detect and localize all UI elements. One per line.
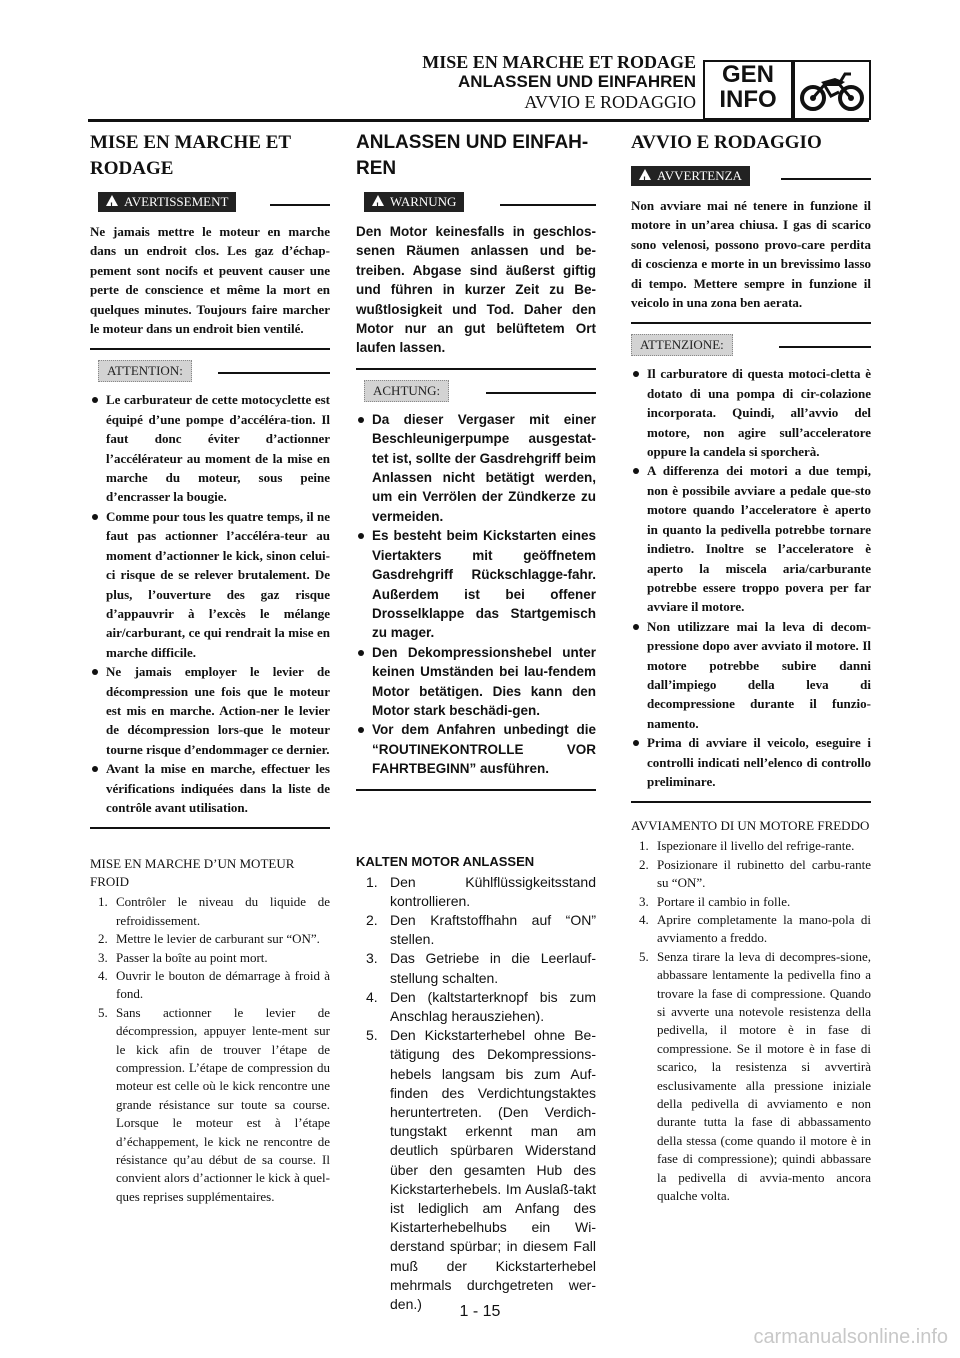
warning-text: Non avviare mai né tenere in funzione il motore in un’area chiusa. I gas di scarico sono velenosi, possono provo-care perdita di coscienza e morte in un brevissimo lasso di tempo. Mettere sempre in funzione il veicolo in una zona ben aerata. xyxy=(631,196,871,324)
step-item xyxy=(356,911,596,949)
badge-line-2: INFO xyxy=(719,86,777,113)
cold-start-heading: AVVIAMENTO DI UN MOTORE FREDDO xyxy=(631,818,870,834)
caution-list xyxy=(356,410,596,791)
caution-item: Avant la mise en marche, effectuer les vérifications indiquées dans la liste de contrôle avant utilisation. xyxy=(90,759,330,817)
label-rule xyxy=(486,392,596,394)
cold-start-steps xyxy=(90,893,330,1206)
warning-label: ! WARNUNG xyxy=(364,192,464,212)
step-text: Ouvrir le bouton de démarrage à froid à fond. xyxy=(116,968,330,1002)
step-number: 3. xyxy=(639,893,649,909)
warning-label: ! AVVERTENZA xyxy=(631,166,750,186)
warning-label-row xyxy=(631,166,871,188)
column-italian xyxy=(631,130,871,1206)
step-item xyxy=(90,967,330,1004)
step-text: Den Kraftstoffhahn auf “ON” stellen. xyxy=(390,911,596,948)
caution-item: Es besteht beim Kickstarten eines Viertakters mit geöffnetem Gasdrehgriff Rückschlagge-fahr. Außerdem ist bei offener Drosselklappe das Startgemisch zu mager. xyxy=(356,526,596,642)
step-text: Den Kickstarterhebel ohne Be-tätigung des Dekompressions-hebels langsam bis zum Auf-finden des Verdichtungstaktes heruntertreten. (Den Verdich-tungstakt erkennt man am deutlich spürbaren Widerstand über den gesamten Hub des Kickstarterhebels. Im Auslaß-takt ist lediglich am Anfang des Kistarterhebelhubs ein Wi-derstand spürbar; in diesem Fall muß der Kickstarterhebel mehrmals durchgetreten wer-den.) xyxy=(390,1027,596,1313)
step-text: Sans actionner le levier de décompression, appuyer lente-ment sur le kick afin de trouver l’étape de compression. L’étape de compression du moteur est celle où le kick rencontre une grande résistance sur toute sa course. Lorsque le moteur est à l’étape d’échappement, le kick ne rencontre de résistance qu’au début de sa course. Il convient alors d’actionner le kick à quel-ques reprises supplémentaires. xyxy=(116,1004,330,1204)
page-header-titles xyxy=(422,52,696,112)
step-number: 4. xyxy=(98,968,108,983)
attention-label-row xyxy=(356,380,596,402)
cold-start-steps xyxy=(356,873,596,1315)
step-item xyxy=(356,949,596,987)
step-number: 3. xyxy=(98,949,108,965)
step-text: Das Getriebe in die Leerlauf-stellung schalten. xyxy=(390,950,596,986)
step-number: 5. xyxy=(639,948,649,964)
step-text: Mettre le levier de carburant sur “ON”. xyxy=(116,931,320,947)
cold-start-heading: MISE EN MARCHE D’UN MOTEUR FROID xyxy=(90,856,295,890)
page-number: 1 - 15 xyxy=(459,1303,501,1320)
step-text: Senza tirare la leva di decompres-sione, abbassare lentamente la pedivella fino a trovare la fase di compressione. Quando si avverte una notevole resistenza della pedivella, il motore è in fase di compressione. Se il motore è in fase di scarico, la resistenza si avvertirà esclusivamente alla pressione iniziale della pedivella di avviamento e non durante tutta la fase di abbassamento della stessa (come quando il motore è in fase di compressione); quindi abbassare la pedivella di avvia-mento ancora qualche volta. xyxy=(657,948,871,1204)
step-text: Den (kaltstarterknopf bis zum Anschlag herausziehen). xyxy=(390,988,596,1024)
section-title: MISE EN MARCHE ET RODAGE xyxy=(90,132,291,179)
caution-item: Le carburateur de cette motocyclette est équipé d’une pompe d’accéléra-tion. Il faut donc éviter d’actionner l’accélérateur au moment de la mise en marche du moteur, sous peine d’encrasser la bougie. xyxy=(90,390,330,506)
caution-item: Il carburatore di questa motoci-cletta è dotato di una pompa di cir-colazione incorporata. Quindi, all’avvio del motore, non agire sull’acceleratore oppure la candela si sporcherà. xyxy=(631,364,871,461)
warning-triangle-icon xyxy=(372,195,384,206)
step-number: 1. xyxy=(639,838,649,854)
step-item xyxy=(631,837,871,855)
warning-text: Den Motor keinesfalls in geschlos-senen Räumen anlassen und be-treiben. Abgase sind äußerst giftig und führen in kurzer Zeit zu Be-wußtlosigkeit und Tod. Daher den Motor nur an gut belüftetem Ort laufen lassen. xyxy=(356,222,596,370)
caution-item: Vor dem Anfahren unbedingt die “ROUTINEKONTROLLE VOR FAHRTBEGINN” ausführen. xyxy=(356,720,596,778)
watermark: carmanualsonline.info xyxy=(753,1326,948,1348)
step-item xyxy=(631,948,871,1206)
label-rule xyxy=(218,372,330,374)
caution-list xyxy=(90,390,330,829)
step-item xyxy=(90,930,330,948)
attention-label: ATTENTION: xyxy=(98,360,192,382)
step-text: Den Kühlflüssigkeitsstand kontrollieren. xyxy=(390,873,596,909)
step-text: Portare il cambio in folle. xyxy=(657,893,791,909)
step-number: 4. xyxy=(639,912,649,927)
step-number: 5. xyxy=(366,1027,378,1044)
cold-start-steps xyxy=(631,837,871,1205)
step-item xyxy=(356,873,596,911)
warning-text: Ne jamais mettre le moteur en marche dans un endroit clos. Les gaz d’échap-pement sont nocifs et peuvent causer une perte de conscience et même la mort en quelques minutes. Toujours faire marcher le moteur dans un endroit bien ventilé. xyxy=(90,222,330,350)
step-number: 5. xyxy=(98,1004,108,1020)
label-rule xyxy=(781,178,871,180)
warning-label-row xyxy=(90,192,330,214)
cold-start-heading: KALTEN MOTOR ANLASSEN xyxy=(356,853,535,869)
step-number: 2. xyxy=(98,931,108,947)
header-title-it: AVVIO E RODAGGIO xyxy=(524,92,696,112)
label-rule xyxy=(500,204,596,206)
attention-label: ATTENZIONE: xyxy=(631,334,733,356)
step-item xyxy=(90,949,330,967)
header-title-de: ANLASSEN UND EINFAHREN xyxy=(457,72,696,91)
step-text: Aprire completamente la mano-pola di avviamento a freddo. xyxy=(657,912,871,946)
step-number: 2. xyxy=(639,856,649,872)
label-rule xyxy=(779,346,871,348)
header-rule xyxy=(88,119,869,122)
warning-label: ! AVERTISSEMENT xyxy=(98,192,236,212)
caution-item: Non utilizzare mai la leva di decom-pressione dopo aver avviato il motore. Il motore potrebbe subire danni dall’impiego della leva di decompressione durante il funzio-namento. xyxy=(631,617,871,733)
badge-line-1: GEN xyxy=(721,61,774,88)
step-item xyxy=(356,1026,596,1314)
step-item xyxy=(356,988,596,1026)
warning-label-row xyxy=(356,192,596,214)
column-french xyxy=(90,130,330,1206)
attention-label-row xyxy=(90,360,330,382)
gen-info-badge xyxy=(703,60,793,120)
step-number: 1. xyxy=(366,873,378,890)
warning-triangle-icon xyxy=(106,195,118,206)
step-item xyxy=(90,1004,330,1206)
step-number: 1. xyxy=(98,894,108,910)
column-german xyxy=(356,130,596,1314)
header-title-fr: MISE EN MARCHE ET RODAGE xyxy=(422,52,696,72)
caution-item: Den Dekompressionshebel unter keinen Umständen bei lau-fendem Motor betätigen. Dies kann den Motor stark beschädi-gen. xyxy=(356,643,596,721)
attention-label: ACHTUNG: xyxy=(364,380,449,402)
caution-item: Da dieser Vergaser mit einer Beschleunigerpumpe ausgestat-tet ist, sollte der Gasdrehgriff beim Anlassen nicht betätigt werden, um ein Verrölen der Zündkerze zu vermeiden. xyxy=(356,410,596,526)
attention-label-row xyxy=(631,334,871,356)
caution-item: Prima di avviare il veicolo, eseguire i controlli indicati nell’elenco di controllo preliminare. xyxy=(631,733,871,791)
step-text: Passer la boîte au point mort. xyxy=(116,949,268,965)
label-rule xyxy=(270,204,330,206)
section-title: AVVIO E RODAGGIO xyxy=(631,132,822,153)
motorcycle-icon xyxy=(793,60,871,120)
step-item xyxy=(631,893,871,911)
step-text: Contrôler le niveau du liquide de refroidissement. xyxy=(116,894,330,928)
step-number: 3. xyxy=(366,950,378,967)
step-number: 4. xyxy=(366,988,378,1005)
warning-triangle-icon xyxy=(639,169,651,180)
step-text: Ispezionare il livello del refrige-rante. xyxy=(657,838,855,854)
section-title: ANLASSEN UND EINFAH-REN xyxy=(356,132,589,179)
caution-item: A differenza dei motori a due tempi, non è possibile avviare a pedale que-sto motore quando l’acceleratore è aperto in quanto la pedivella potrebbe tornare indietro. Inoltre se l’acceleratore è aperto la miscela aria/carburante potrebbe essere troppo povera per far avviare il motore. xyxy=(631,461,871,616)
caution-item: Comme pour tous les quatre temps, il ne faut pas actionner l’accéléra-teur au moment d’actionner le kick, sinon celui-ci risque de se relever brutalement. De plus, l’ouverture des gaz risque d’appauvrir à l’excès le mélange air/carburant, ce qui rendrait la mise en marche difficile. xyxy=(90,507,330,662)
step-text: Posizionare il rubinetto del carbu-rante su “ON”. xyxy=(657,856,871,891)
step-item xyxy=(631,856,871,893)
step-item xyxy=(631,911,871,948)
step-item xyxy=(90,893,330,930)
caution-item: Ne jamais employer le levier de décompression une fois que le moteur est mis en marche. Action-ner le levier de décompression lors-que le moteur tourne risque d’endommager ce dernier. xyxy=(90,662,330,759)
step-number: 2. xyxy=(366,911,378,928)
caution-list xyxy=(631,364,871,803)
